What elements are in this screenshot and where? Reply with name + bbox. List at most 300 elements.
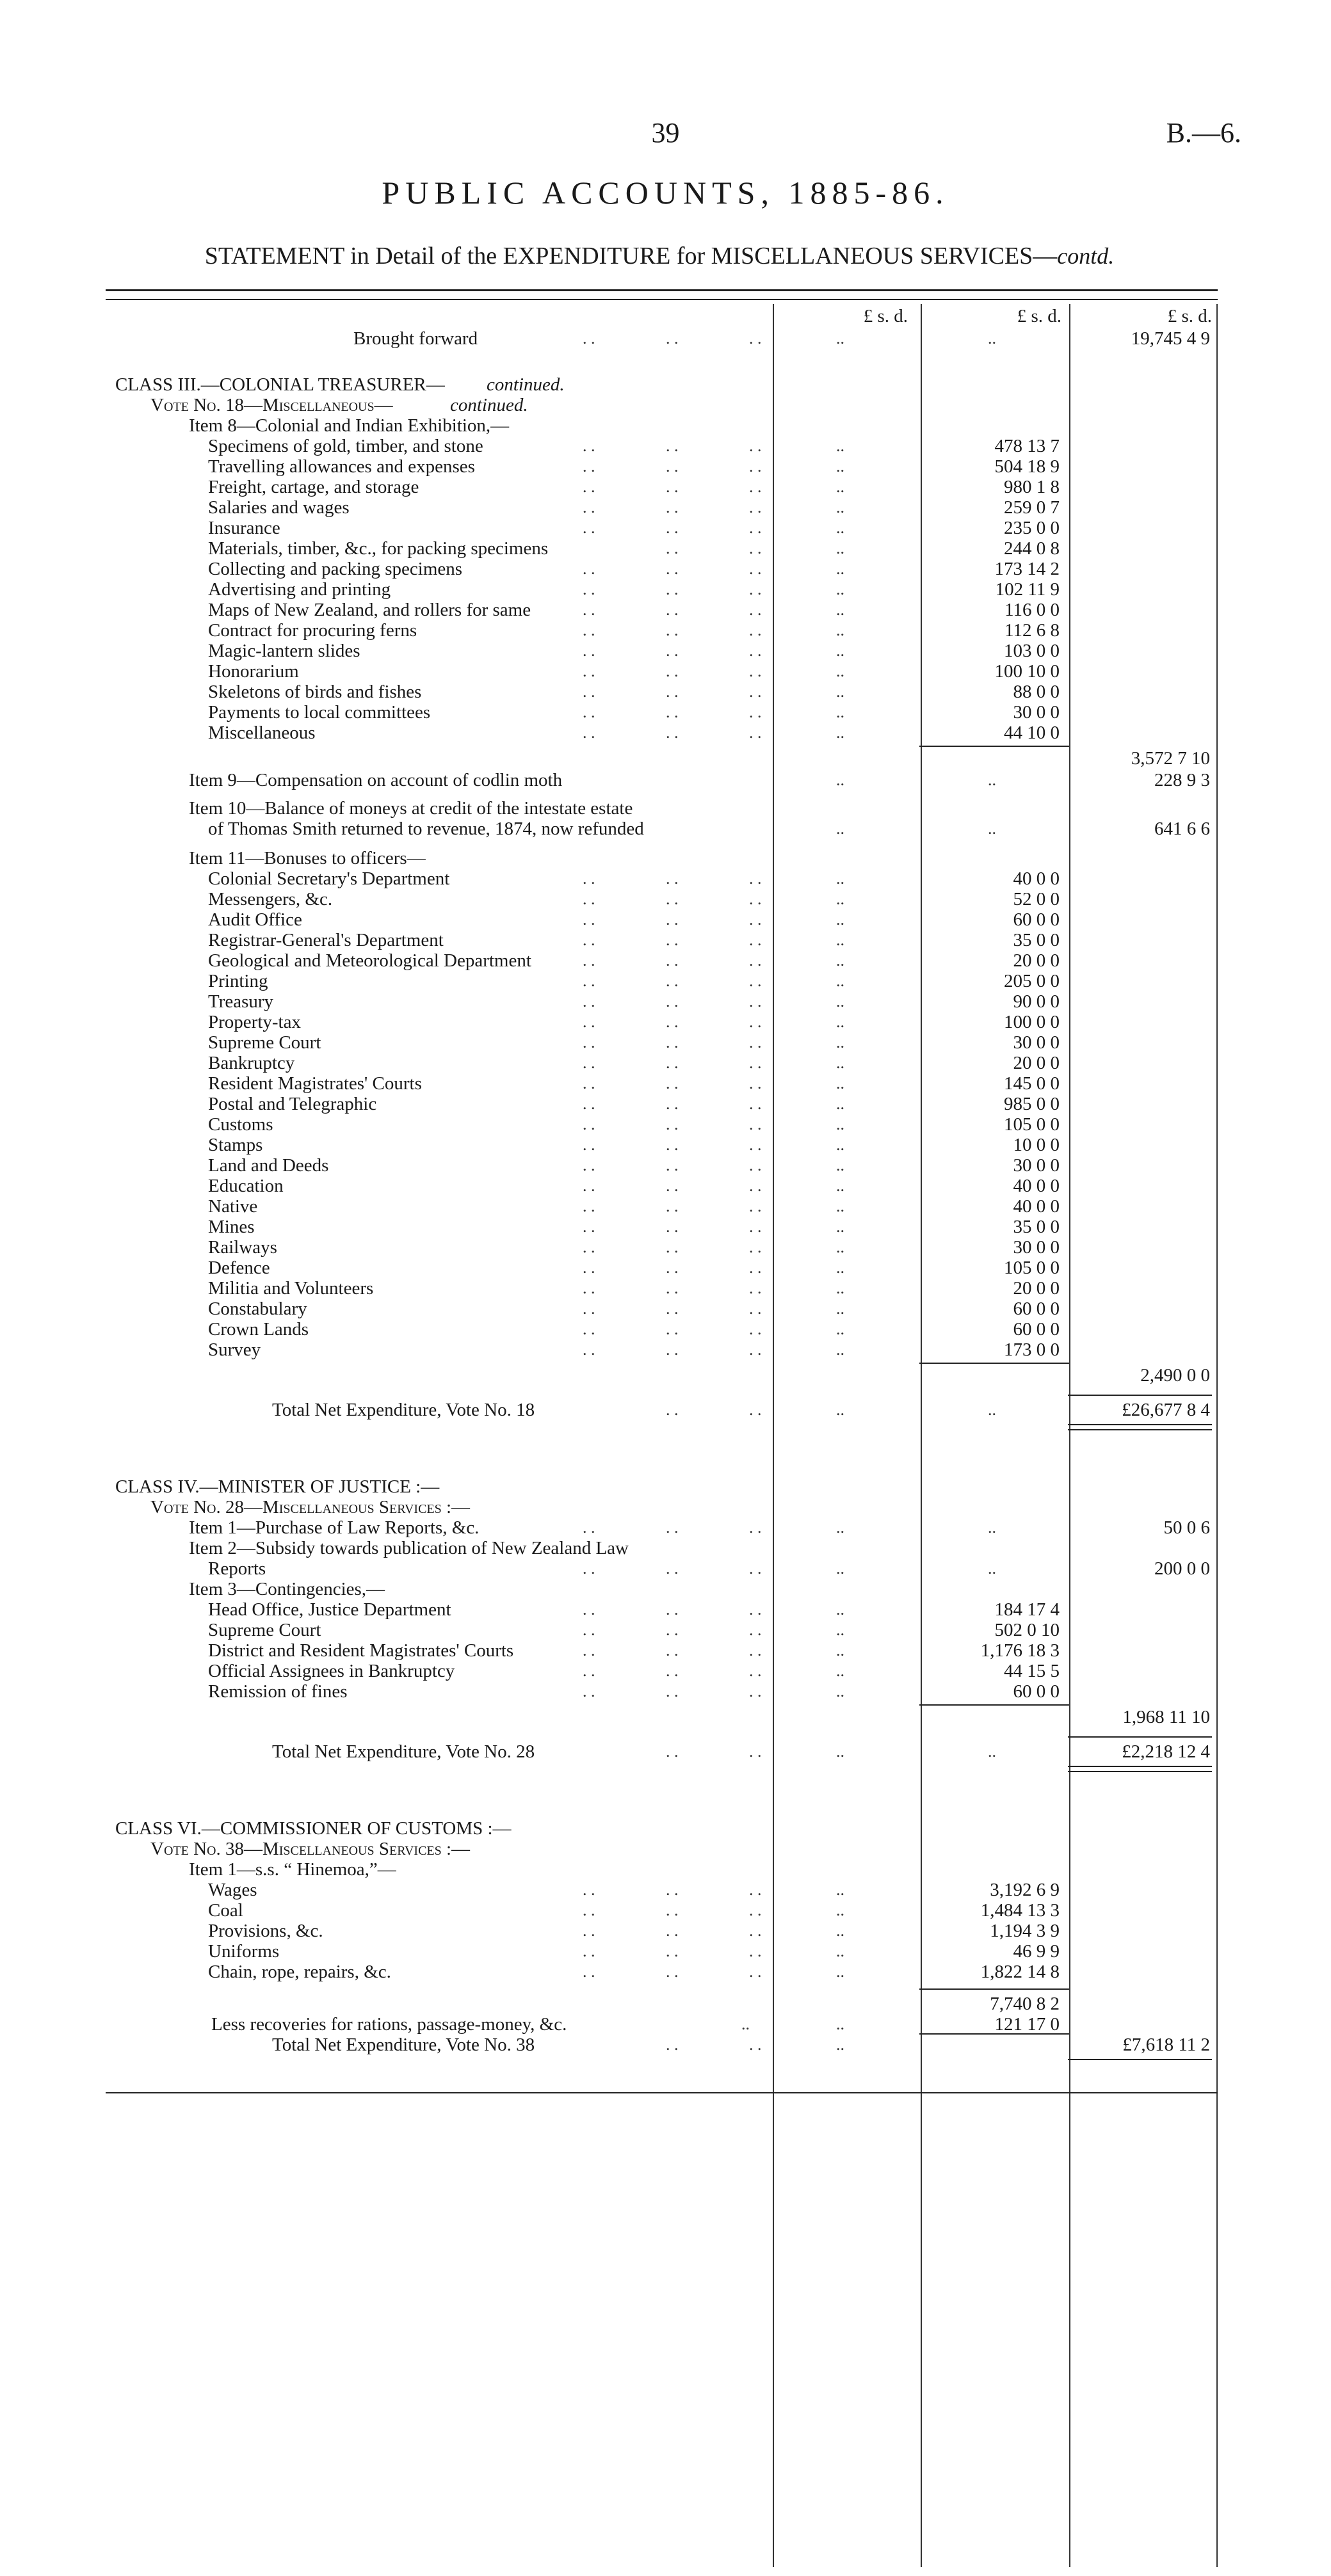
leader-dots: . . <box>583 1880 595 1899</box>
class6-item1-row-label: Wages <box>208 1880 257 1900</box>
item11-row-amount: 60 0 0 <box>1013 909 1060 930</box>
brought-forward-c1: .. <box>836 329 844 348</box>
leader-dots: . . <box>749 1962 762 1981</box>
item8-row-c1: .. <box>836 518 844 537</box>
leader-dots: . . <box>749 1921 762 1940</box>
leader-dots: . . <box>666 1600 679 1619</box>
leader-dots: . . <box>749 436 762 455</box>
leader-dots: . . <box>666 498 679 516</box>
class4-item3-row-label: Supreme Court <box>208 1620 321 1640</box>
item8-row-c1: .. <box>836 539 844 557</box>
vote18-c1: .. <box>836 1400 844 1419</box>
leader-dots: . . <box>749 1053 762 1072</box>
item8-total: 3,572 7 10 <box>1131 748 1210 769</box>
vote18-total-label: Total Net Expenditure, Vote No. 18 <box>272 1400 535 1420</box>
item11-row-c1: .. <box>836 1115 844 1133</box>
leader-dots: . . <box>749 723 762 742</box>
item11-row <box>0 889 1331 909</box>
leader-dots: . . <box>666 477 679 496</box>
class4-item3-row-c1: .. <box>836 1620 844 1639</box>
leader-dots: . . <box>583 1620 595 1639</box>
leader-dots: . . <box>583 1217 595 1236</box>
class6-subtotal-rule <box>919 1988 1069 1990</box>
item11-row-amount: 20 0 0 <box>1013 1278 1060 1299</box>
class4-item3-total: 1,968 11 10 <box>1122 1707 1210 1727</box>
leader-dots: . . <box>666 951 679 970</box>
class4-heading-text: CLASS IV.—MINISTER OF JUSTICE :— <box>115 1476 440 1497</box>
leader-dots: . . <box>583 1258 595 1277</box>
class6-heading-text: CLASS VI.—COMMISSIONER OF CUSTOMS :— <box>115 1818 512 1839</box>
class4-item2-label-2: Reports <box>208 1558 266 1579</box>
item10-c1: .. <box>836 819 844 838</box>
item8-row-amount: 478 13 7 <box>994 436 1060 456</box>
item8-row-label: Magic-lantern slides <box>208 641 360 661</box>
class4-item3-row-amount: 60 0 0 <box>1013 1681 1060 1702</box>
leader-dots: . . <box>583 1559 595 1578</box>
item10-row-2 <box>0 819 1331 839</box>
item11-row <box>0 1278 1331 1299</box>
item11-row-label: Audit Office <box>208 909 302 930</box>
item8-row-amount: 102 11 9 <box>995 579 1060 600</box>
page-title: PUBLIC ACCOUNTS, 1885-86. <box>382 175 949 211</box>
leader-dots: . . <box>583 1156 595 1174</box>
item8-row-amount: 173 14 2 <box>994 559 1060 579</box>
item8-row-c1: .. <box>836 436 844 455</box>
leader-dots: . . <box>666 703 679 721</box>
vote38-total-label: Total Net Expenditure, Vote No. 38 <box>272 2035 535 2055</box>
item11-row-c1: .. <box>836 1012 844 1031</box>
class4-item3-label: Item 3—Contingencies,— <box>189 1579 385 1599</box>
item11-row-c1: .. <box>836 1258 844 1277</box>
class6-item1 <box>0 1859 1331 1880</box>
leader-dots: . . <box>666 1340 679 1359</box>
item8-row <box>0 620 1331 641</box>
leader-dots: . . <box>749 662 762 680</box>
leader-dots: . . <box>666 580 679 598</box>
leader-dots: . . <box>583 1074 595 1092</box>
leader-dots: . . <box>666 682 679 701</box>
leader-dots: . . <box>749 1012 762 1031</box>
leader-dots: . . <box>666 910 679 929</box>
item8-row-label: Contract for procuring ferns <box>208 620 417 641</box>
class4-item3-row-c1: .. <box>836 1600 844 1619</box>
leader-dots: . . <box>666 1258 679 1277</box>
leader-dots: . . <box>749 910 762 929</box>
item11-row <box>0 1135 1331 1155</box>
item11-row-amount: 35 0 0 <box>1013 930 1060 950</box>
vote28-total-row <box>0 1741 1331 1762</box>
leader-dots: . . <box>583 1279 595 1297</box>
item11-row-label: Crown Lands <box>208 1319 309 1340</box>
leader-dots: . . <box>583 1197 595 1215</box>
class3-vote-contd: continued. <box>450 395 528 415</box>
item8-row-amount: 112 6 8 <box>1004 620 1060 641</box>
class4-item1-c2: .. <box>988 1518 996 1537</box>
item11-row <box>0 1114 1331 1135</box>
class4-item2-c2: .. <box>988 1559 996 1578</box>
item8-row-amount: 44 10 0 <box>1004 723 1060 743</box>
leader-dots: . . <box>749 1094 762 1113</box>
leader-dots: . . <box>583 1518 595 1537</box>
item11-row <box>0 1053 1331 1073</box>
item8-row-label: Collecting and packing specimens <box>208 559 463 579</box>
leader-dots: . . <box>666 1320 679 1338</box>
item11-row-amount: 30 0 0 <box>1013 1237 1060 1258</box>
item8-row-label: Specimens of gold, timber, and stone <box>208 436 483 456</box>
leader-dots: . . <box>666 1299 679 1318</box>
leader-dots: . . <box>666 1921 679 1940</box>
item11-row-c1: .. <box>836 1340 844 1359</box>
item11-row-amount: 40 0 0 <box>1013 1176 1060 1196</box>
class4-item2-label-1: Item 2—Subsidy towards publication of New Zealand Law <box>189 1538 629 1558</box>
item11-total: 2,490 0 0 <box>1140 1365 1210 1386</box>
item9-c1: .. <box>836 771 844 789</box>
item11-row <box>0 1032 1331 1053</box>
leader-dots: . . <box>666 1217 679 1236</box>
col2-header: £ s. d. <box>1017 306 1061 326</box>
class6-item1-row-amount: 46 9 9 <box>1013 1941 1060 1962</box>
item11-row-amount: 60 0 0 <box>1013 1299 1060 1319</box>
item8-row-label: Insurance <box>208 518 280 538</box>
leader-dots: . . <box>749 1682 762 1700</box>
item8-row-amount: 235 0 0 <box>1004 518 1060 538</box>
leader-dots: . . <box>749 1217 762 1236</box>
leader-dots: . . <box>749 1559 762 1578</box>
item11-row-label: Messengers, &c. <box>208 889 333 909</box>
item11-row-c1: .. <box>836 1197 844 1215</box>
leader-dots: . . <box>666 1661 679 1680</box>
leader-dots: . . <box>749 1620 762 1639</box>
vote28-rule-bottom <box>1068 1766 1212 1772</box>
leader-dots: . . <box>666 1682 679 1700</box>
item11-row-label: Treasury <box>208 991 274 1012</box>
leader-dots: . . <box>583 1176 595 1195</box>
class6-less-dots: .. <box>741 2015 750 2033</box>
item8-row-amount: 88 0 0 <box>1013 682 1060 702</box>
leader-dots: . . <box>583 457 595 476</box>
leader-dots: . . <box>749 1340 762 1359</box>
leader-dots: . . <box>749 477 762 496</box>
vote28-rule-top <box>1068 1736 1212 1738</box>
leader-dots: . . <box>749 992 762 1011</box>
class4-item3 <box>0 1579 1331 1599</box>
leader-dots: . . <box>749 2035 762 2054</box>
leader-dots: . . <box>666 1033 679 1052</box>
leader-dots: . . <box>583 518 595 537</box>
item11-row-label: Militia and Volunteers <box>208 1278 374 1299</box>
class4-item1-amount: 50 0 6 <box>1163 1517 1210 1538</box>
item8-rule <box>919 746 1069 747</box>
leader-dots: . . <box>666 457 679 476</box>
vote18-rule-top <box>1068 1395 1212 1396</box>
item11-heading <box>0 848 1331 868</box>
item11-row <box>0 1012 1331 1032</box>
leader-dots: . . <box>749 457 762 476</box>
vote28-c1: .. <box>836 1742 844 1761</box>
item8-row <box>0 600 1331 620</box>
class4-item3-row-c1: .. <box>836 1661 844 1680</box>
item11-row-label: Property-tax <box>208 1012 301 1032</box>
class6-item1-row-amount: 1,484 13 3 <box>980 1900 1060 1921</box>
class6-item1-row <box>0 1900 1331 1921</box>
item11-row-amount: 35 0 0 <box>1013 1217 1060 1237</box>
item11-row-label: Printing <box>208 971 268 991</box>
item8-row <box>0 682 1331 702</box>
item8-row-c1: .. <box>836 477 844 496</box>
leader-dots: . . <box>749 1156 762 1174</box>
leader-dots: . . <box>749 1518 762 1537</box>
leader-dots: . . <box>666 1135 679 1154</box>
leader-dots: . . <box>583 1238 595 1256</box>
item10-c2: .. <box>988 819 996 838</box>
leader-dots: . . <box>583 1012 595 1031</box>
leader-dots: . . <box>583 498 595 516</box>
leader-dots: . . <box>666 600 679 619</box>
leader-dots: . . <box>666 1400 679 1419</box>
class4-item3-row-amount: 502 0 10 <box>994 1620 1060 1640</box>
leader-dots: . . <box>666 1094 679 1113</box>
leader-dots: . . <box>583 951 595 970</box>
page-number: 39 <box>651 117 680 148</box>
leader-dots: . . <box>749 1115 762 1133</box>
leader-dots: . . <box>583 1661 595 1680</box>
item8-row-c1: .. <box>836 498 844 516</box>
leader-dots: . . <box>666 1238 679 1256</box>
item10-label-2: of Thomas Smith returned to revenue, 1874, now refunded <box>208 819 644 839</box>
leader-dots: . . <box>666 1053 679 1072</box>
item11-row-amount: 60 0 0 <box>1013 1319 1060 1340</box>
item11-row-label: Postal and Telegraphic <box>208 1094 377 1114</box>
leader-dots: . . <box>749 1320 762 1338</box>
item11-row <box>0 991 1331 1012</box>
class4-item3-row <box>0 1661 1331 1681</box>
item11-row-amount: 30 0 0 <box>1013 1032 1060 1053</box>
class6-less-label: Less recoveries for rations, passage-money, &c. <box>211 2014 567 2035</box>
leader-dots: . . <box>666 992 679 1011</box>
leader-dots: . . <box>666 641 679 660</box>
item11-row-label: Land and Deeds <box>208 1155 329 1176</box>
item8-row-c1: .. <box>836 457 844 476</box>
item11-row <box>0 1299 1331 1319</box>
class4-vote <box>0 1497 1331 1517</box>
item11-row-label: Bankruptcy <box>208 1053 295 1073</box>
class4-item1-label: Item 1—Purchase of Law Reports, &c. <box>189 1517 480 1538</box>
item8-row-label: Advertising and printing <box>208 579 391 600</box>
item8-row <box>0 538 1331 559</box>
leader-dots: . . <box>666 1279 679 1297</box>
class6-item1-row-label: Provisions, &c. <box>208 1921 323 1941</box>
item11-row-c1: .. <box>836 972 844 990</box>
class4-item2-1 <box>0 1538 1331 1558</box>
class4-item3-row-amount: 184 17 4 <box>994 1599 1060 1620</box>
vote18-rule-bottom <box>1068 1424 1212 1430</box>
class4-item2-c1: .. <box>836 1559 844 1578</box>
class4-item3-row <box>0 1681 1331 1702</box>
leader-dots: . . <box>583 723 595 742</box>
vote18-c2: .. <box>988 1400 996 1419</box>
leader-dots: . . <box>583 931 595 949</box>
leader-dots: . . <box>749 1258 762 1277</box>
item11-row-amount: 145 0 0 <box>1004 1073 1060 1094</box>
class6-subtotal: 7,740 8 2 <box>990 1994 1060 2014</box>
leader-dots: . . <box>749 1033 762 1052</box>
leader-dots: . . <box>749 951 762 970</box>
class4-vote-text: Vote No. 28—Miscellaneous Services :— <box>150 1497 471 1517</box>
leader-dots: . . <box>583 1641 595 1660</box>
leader-dots: . . <box>583 1682 595 1700</box>
class6-item1-row-label: Coal <box>208 1900 243 1921</box>
class6-item1-row-c1: .. <box>836 1942 844 1960</box>
leader-dots: . . <box>749 1880 762 1899</box>
item11-row-c1: .. <box>836 1320 844 1338</box>
class4-item3-total-row <box>0 1707 1331 1727</box>
leader-dots: . . <box>666 662 679 680</box>
leader-dots: . . <box>583 1053 595 1072</box>
item11-row-label: Education <box>208 1176 284 1196</box>
leader-dots: . . <box>749 703 762 721</box>
leader-dots: . . <box>749 600 762 619</box>
leader-dots: . . <box>666 1901 679 1919</box>
item10-amount: 641 6 6 <box>1154 819 1210 839</box>
class6-item1-row-amount: 3,192 6 9 <box>990 1880 1060 1900</box>
leader-dots: . . <box>583 1094 595 1113</box>
item11-row-c1: .. <box>836 1094 844 1113</box>
item8-row <box>0 641 1331 661</box>
class6-item1-row <box>0 1880 1331 1900</box>
class6-item1-row-label: Uniforms <box>208 1941 280 1962</box>
item11-row <box>0 1217 1331 1237</box>
leader-dots: . . <box>749 621 762 639</box>
class3-heading-contd: continued. <box>487 374 565 395</box>
item11-row <box>0 1176 1331 1196</box>
vote28-total: £2,218 12 4 <box>1122 1741 1210 1762</box>
item11-row <box>0 868 1331 889</box>
item8-row <box>0 702 1331 723</box>
leader-dots: . . <box>583 641 595 660</box>
leader-dots: . . <box>666 1880 679 1899</box>
leader-dots: . . <box>583 972 595 990</box>
item11-row-label: Customs <box>208 1114 273 1135</box>
item8-row-amount: 116 0 0 <box>1004 600 1060 620</box>
class6-item1-row-c1: .. <box>836 1921 844 1940</box>
column-headers <box>0 306 1331 326</box>
item11-row-label: Railways <box>208 1237 277 1258</box>
item8-row-label: Salaries and wages <box>208 497 350 518</box>
item8-row-c1: .. <box>836 682 844 701</box>
leader-dots: . . <box>666 1074 679 1092</box>
leader-dots: . . <box>749 869 762 888</box>
item8-row <box>0 661 1331 682</box>
leader-dots: . . <box>749 890 762 908</box>
item8-row-amount: 30 0 0 <box>1013 702 1060 723</box>
class4-item3-row <box>0 1620 1331 1640</box>
item11-row-c1: .. <box>836 1279 844 1297</box>
class3-heading <box>0 374 1331 395</box>
col3-header: £ s. d. <box>1167 306 1212 326</box>
leader-dots: . . <box>583 621 595 639</box>
item11-row-c1: .. <box>836 1299 844 1318</box>
class3-vote-text: Vote No. 18—Miscellaneous— <box>150 395 393 415</box>
leader-dots: . . <box>666 1156 679 1174</box>
item11-row-label: Colonial Secretary's Department <box>208 868 450 889</box>
class6-less-c1: .. <box>836 2015 844 2033</box>
item11-row-amount: 173 0 0 <box>1004 1340 1060 1360</box>
class6-item1-row <box>0 1941 1331 1962</box>
item11-row-amount: 985 0 0 <box>1004 1094 1060 1114</box>
item8-row-label: Travelling allowances and expenses <box>208 456 475 477</box>
col1-header: £ s. d. <box>863 306 908 326</box>
class6-item1-row-c1: .. <box>836 1880 844 1899</box>
class4-item3-row <box>0 1640 1331 1661</box>
item8-row-amount: 980 1 8 <box>1004 477 1060 497</box>
frame-bottom-rule <box>106 2092 1218 2093</box>
item11-label: Item 11—Bonuses to officers— <box>189 848 426 868</box>
item11-row <box>0 1094 1331 1114</box>
class6-subtotal-row <box>0 1994 1331 2014</box>
item8-row <box>0 456 1331 477</box>
leader-dots: . . <box>666 329 679 348</box>
item11-row-label: Constabulary <box>208 1299 307 1319</box>
item11-row-label: Registrar-General's Department <box>208 930 444 950</box>
class4-item3-row-label: Remission of fines <box>208 1681 348 1702</box>
class4-item1-c1: .. <box>836 1518 844 1537</box>
item11-row <box>0 1196 1331 1217</box>
item11-row-c1: .. <box>836 1053 844 1072</box>
item11-row <box>0 971 1331 991</box>
leader-dots: . . <box>749 518 762 537</box>
leader-dots: . . <box>666 723 679 742</box>
leader-dots: . . <box>666 2035 679 2054</box>
item11-row-amount: 52 0 0 <box>1013 889 1060 909</box>
item8-row-c1: .. <box>836 580 844 598</box>
item8-row-c1: .. <box>836 703 844 721</box>
vote38-rule-bottom <box>1068 2059 1212 2060</box>
class6-item1-row <box>0 1921 1331 1941</box>
leader-dots: . . <box>666 931 679 949</box>
leader-dots: . . <box>749 1238 762 1256</box>
item8-row-label: Freight, cartage, and storage <box>208 477 419 497</box>
vote18-total: £26,677 8 4 <box>1122 1400 1210 1420</box>
leader-dots: . . <box>749 1299 762 1318</box>
item11-row <box>0 1340 1331 1360</box>
item11-row-c1: .. <box>836 1074 844 1092</box>
class4-item3-row-amount: 44 15 5 <box>1004 1661 1060 1681</box>
class4-item3-row-c1: .. <box>836 1682 844 1700</box>
item8-row-amount: 100 10 0 <box>994 661 1060 682</box>
leader-dots: . . <box>749 559 762 578</box>
class6-item1-row-c1: .. <box>836 1901 844 1919</box>
class4-item3-row-amount: 1,176 18 3 <box>980 1640 1060 1661</box>
leader-dots: . . <box>583 992 595 1011</box>
leader-dots: . . <box>749 1641 762 1660</box>
leader-dots: . . <box>583 559 595 578</box>
leader-dots: . . <box>749 1279 762 1297</box>
item11-row-label: Resident Magistrates' Courts <box>208 1073 422 1094</box>
leader-dots: . . <box>583 1115 595 1133</box>
item8-row <box>0 436 1331 456</box>
item11-row-label: Survey <box>208 1340 261 1360</box>
item11-row <box>0 930 1331 950</box>
item8-row-c1: .. <box>836 559 844 578</box>
leader-dots: . . <box>749 1661 762 1680</box>
leader-dots: . . <box>583 436 595 455</box>
class4-item2-amount: 200 0 0 <box>1154 1558 1210 1579</box>
leader-dots: . . <box>583 477 595 496</box>
leader-dots: . . <box>583 890 595 908</box>
item11-row <box>0 1258 1331 1278</box>
class4-heading <box>0 1476 1331 1497</box>
leader-dots: . . <box>666 869 679 888</box>
